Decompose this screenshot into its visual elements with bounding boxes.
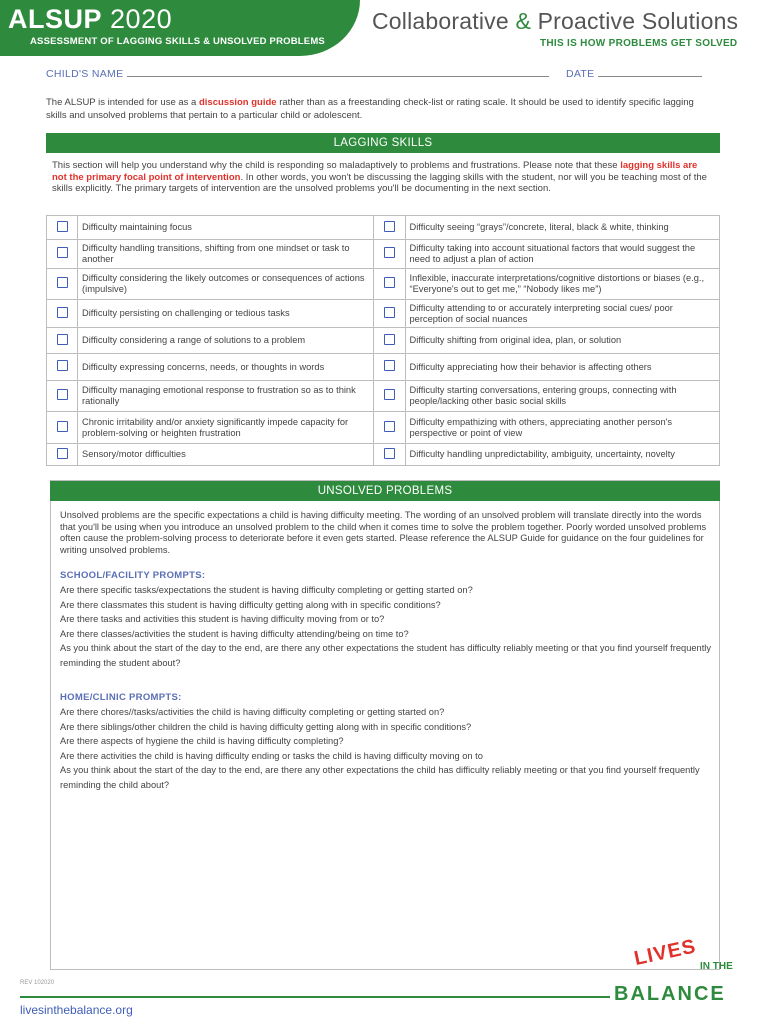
skill-checkbox[interactable] <box>57 307 68 318</box>
skill-row <box>47 240 720 269</box>
alsup-title: ALSUP 2020 <box>8 4 173 34</box>
skill-row <box>47 300 720 328</box>
skill-checkbox[interactable] <box>384 307 395 318</box>
prompt-item: As you think about the start of the day to the end, are there any other expectations the student has difficulty reliably meeting or that you find yourself frequently reminding the student about? <box>60 643 712 668</box>
prompt-item: Are there tasks and activities this student is having difficulty moving from or to? <box>60 614 385 624</box>
lagging-skills-table <box>46 215 720 466</box>
skill-label: Difficulty appreciating how their behavior is affecting others <box>405 354 720 381</box>
checkbox-cell <box>374 412 405 444</box>
school-prompts-heading: SCHOOL/FACILITY PROMPTS: <box>60 570 206 581</box>
header-banner <box>0 0 360 56</box>
logo-inthe-text: IN THE <box>700 961 733 972</box>
prompt-item: Are there chores//tasks/activities the child is having difficulty completing or getting started on? <box>60 707 445 717</box>
skill-row <box>47 328 720 354</box>
checkbox-cell <box>47 381 78 412</box>
skill-checkbox[interactable] <box>57 360 68 371</box>
checkbox-cell <box>47 444 78 466</box>
home-prompts-heading: HOME/CLINIC PROMPTS: <box>60 692 182 703</box>
skill-label: Chronic irritability and/or anxiety significantly impede capacity for problem-solving or heighten frustration <box>78 412 374 444</box>
footer-divider <box>20 996 610 998</box>
prompt-item: As you think about the start of the day to the end, are there any other expectations the child has difficulty reliably meeting or that you find yourself frequently reminding the child about? <box>60 765 700 790</box>
date-label: DATE <box>566 68 595 80</box>
skill-label: Sensory/motor difficulties <box>78 444 374 466</box>
skill-checkbox[interactable] <box>384 421 395 432</box>
skill-label: Difficulty empathizing with others, appreciating another person's perspective or point of view <box>405 412 720 444</box>
checkbox-cell <box>374 240 405 269</box>
skill-label: Difficulty persisting on challenging or tedious tasks <box>78 300 374 328</box>
child-name-label: CHILD'S NAME <box>46 68 124 80</box>
checkbox-cell <box>47 412 78 444</box>
prompt-item: Are there classes/activities the student is having difficulty attending/being on time to? <box>60 628 409 639</box>
skill-label: Difficulty starting conversations, entering groups, connecting with people/lacking other basic social skills <box>405 381 720 412</box>
skill-label: Difficulty taking into account situational factors that would suggest the need to adjust a plan of action <box>405 240 720 269</box>
skill-checkbox[interactable] <box>57 421 68 432</box>
skill-checkbox[interactable] <box>384 448 395 459</box>
home-prompts-list <box>60 705 715 792</box>
skill-label: Difficulty shifting from original idea, plan, or solution <box>405 328 720 354</box>
skill-row <box>47 269 720 300</box>
prompt-item: Are there siblings/other children the child is having difficulty getting along with in specific conditions? <box>60 721 472 732</box>
skill-checkbox[interactable] <box>384 221 395 232</box>
unsolved-problems-heading: UNSOLVED PROBLEMS <box>50 481 720 501</box>
lagging-skills-heading: LAGGING SKILLS <box>46 133 720 153</box>
website-link[interactable]: livesinthebalance.org <box>20 1003 133 1017</box>
logo-balance-text: BALANCE <box>614 983 726 1005</box>
skill-label: Difficulty maintaining focus <box>78 216 374 240</box>
skill-row <box>47 354 720 381</box>
date-field[interactable] <box>566 68 702 80</box>
skill-label: Difficulty handling unpredictability, ambiguity, uncertainty, novelty <box>405 444 720 466</box>
logo-lives-text: LIVES <box>632 935 699 971</box>
checkbox-cell <box>47 328 78 354</box>
skill-checkbox[interactable] <box>384 277 395 288</box>
checkbox-cell <box>374 269 405 300</box>
skill-checkbox[interactable] <box>384 247 395 258</box>
skill-checkbox[interactable] <box>57 448 68 459</box>
organization-name: Collaborative & Proactive Solutions <box>372 8 739 34</box>
skill-row <box>47 412 720 444</box>
skill-label: Difficulty managing emotional response to frustration so as to think rationally <box>78 381 374 412</box>
skill-checkbox[interactable] <box>57 221 68 232</box>
skill-checkbox[interactable] <box>57 389 68 400</box>
revision-label: REV 102020 <box>20 980 55 986</box>
school-prompts-list <box>60 583 715 670</box>
skill-label: Difficulty considering a range of solutions to a problem <box>78 328 374 354</box>
checkbox-cell <box>47 269 78 300</box>
prompt-item: Are there classmates this student is having difficulty getting along with in specific conditions? <box>60 599 441 610</box>
checkbox-cell <box>47 216 78 240</box>
skill-label: Difficulty handling transitions, shifting from one mindset or task to another <box>78 240 374 269</box>
skill-checkbox[interactable] <box>384 360 395 371</box>
child-name-line[interactable] <box>127 68 549 77</box>
prompt-item: Are there aspects of hygiene the child is having difficulty completing? <box>60 736 344 746</box>
skill-row <box>47 381 720 412</box>
skill-checkbox[interactable] <box>384 334 395 345</box>
skill-label: Difficulty considering the likely outcomes or consequences of actions (impulsive) <box>78 269 374 300</box>
checkbox-cell <box>374 444 405 466</box>
skill-row <box>47 216 720 240</box>
prompt-item: Are there activities the child is having difficulty ending or tasks the child is having difficulty moving on to <box>60 750 483 761</box>
checkbox-cell <box>374 354 405 381</box>
skill-checkbox[interactable] <box>384 389 395 400</box>
checkbox-cell <box>47 354 78 381</box>
date-line[interactable] <box>598 68 702 77</box>
checkbox-cell <box>47 300 78 328</box>
checkbox-cell <box>374 381 405 412</box>
checkbox-cell <box>47 240 78 269</box>
checkbox-cell <box>374 216 405 240</box>
intro-paragraph: The ALSUP is intended for use as a discussion guide rather than as a freestanding check-list or rating scale. It should be used to identify specific lagging skills and unsolved problems that pertain to a particular child or adolescent. <box>46 97 694 121</box>
checkbox-cell <box>374 328 405 354</box>
skill-label: Difficulty seeing “grays”/concrete, literal, black & white, thinking <box>405 216 720 240</box>
prompt-item: Are there specific tasks/expectations the student is having difficulty completing or getting started on? <box>60 585 473 595</box>
unsolved-problems-description: Unsolved problems are the specific expectations a child is having difficulty meeting. The wording of an unsolved problem will translate directly into the words that you'll be using when you introduce an unsolved problem to the child when it comes time to solve the problem together. Poorly worded unsolved problems often cause the problem-solving process to deteriorate before it even gets started. Please reference the ALSUP Guide for guidance on the four guidelines for writing unsolved problems. <box>60 510 707 555</box>
child-name-field[interactable] <box>46 68 549 80</box>
skill-label: Difficulty expressing concerns, needs, or thoughts in words <box>78 354 374 381</box>
skill-row <box>47 444 720 466</box>
alsup-subtitle: ASSESSMENT OF LAGGING SKILLS & UNSOLVED PROBLEMS <box>30 36 325 47</box>
skill-checkbox[interactable] <box>57 277 68 288</box>
skill-checkbox[interactable] <box>57 247 68 258</box>
skill-label: Difficulty attending to or accurately interpreting social cues/ poor perception of social nuances <box>405 300 720 328</box>
tagline: THIS IS HOW PROBLEMS GET SOLVED <box>540 38 738 49</box>
skill-checkbox[interactable] <box>57 334 68 345</box>
checkbox-cell <box>374 300 405 328</box>
lagging-skills-description: This section will help you understand why the child is responding so maladaptively to problems and frustrations. Please note that these lagging skills are not the primary focal point of intervention. In other words, you won't be discussing the lagging skills with the student, nor will you be teaching most of the skills explicitly. The primary targets of intervention are the unsolved problems you'll be documenting in the next section. <box>52 160 707 194</box>
skill-label: Inflexible, inaccurate interpretations/cognitive distortions or biases (e.g., “Everyone's out to get me,” “Nobody likes me”) <box>405 269 720 300</box>
